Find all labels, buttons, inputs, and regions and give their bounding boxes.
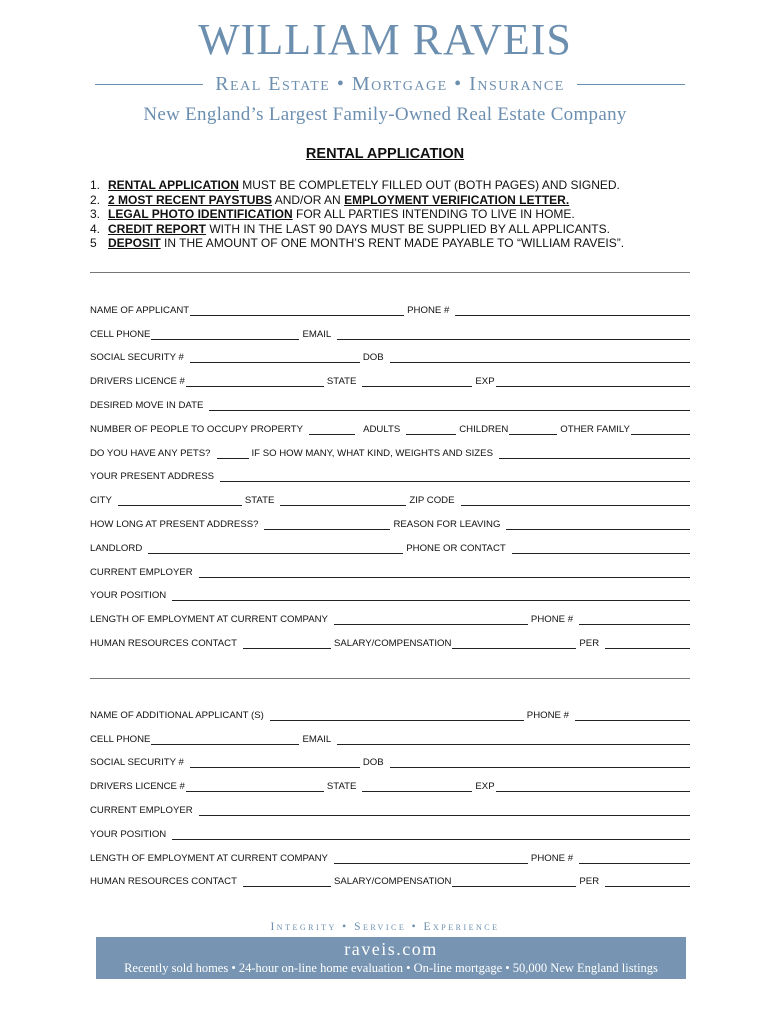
additional-employment-length-label: LENGTH OF EMPLOYMENT AT CURRENT COMPANY [90,852,328,864]
city-field[interactable] [118,497,242,506]
additional-cell-label: CELL PHONE [90,733,151,745]
requirement-key: 2 MOST RECENT PAYSTUBS [108,192,273,207]
adults-label: ADULTS [363,423,401,435]
additional-name-field[interactable] [270,712,524,721]
requirement-key: EMPLOYMENT VERIFICATION LETTER. [344,192,570,207]
requirement-text: FOR ALL PARTIES INTENDING TO LIVE IN HOME. [292,207,575,222]
email-label: EMAIL [302,328,332,340]
how-long-field[interactable] [264,521,390,530]
address-row [90,459,690,483]
cell-phone-label: CELL PHONE [90,328,151,340]
additional-employment-length-field[interactable] [334,855,528,864]
additional-phone-label: PHONE # [526,709,569,721]
license-label: DRIVERS LICENCE # [90,376,185,388]
additional-salary-label: SALARY/COMPENSATION [333,876,452,888]
employment-length-label: LENGTH OF EMPLOYMENT AT CURRENT COMPANY [90,614,328,626]
pets-row [90,435,690,459]
requirement-key: CREDIT REPORT [108,221,207,236]
ssn-field[interactable] [190,354,360,363]
additional-dob-field[interactable] [390,759,690,768]
additional-state-field[interactable] [362,783,472,792]
requirement-item [90,178,624,193]
exp-field[interactable] [496,378,690,387]
reason-field[interactable] [506,521,690,530]
additional-employer-phone-label: PHONE # [530,852,574,864]
occupants-field[interactable] [309,426,355,435]
requirement-number: 4. [90,221,101,236]
occupants-row [90,411,690,435]
ssn-label: SOCIAL SECURITY # [90,352,184,364]
landlord-label: LANDLORD [90,542,143,554]
pets-detail-label: IF SO HOW MANY, WHAT KIND, WEIGHTS AND SIZES [251,447,493,459]
requirement-text: MUST BE COMPLETELY FILLED OUT (BOTH PAGES) AND SIGNED. [238,178,620,192]
additional-exp-label: EXP [475,781,495,793]
how-long-label: HOW LONG AT PRESENT ADDRESS? [90,518,259,530]
requirement-key: LEGAL PHOTO IDENTIFICATION [108,207,293,222]
requirement-item [90,236,624,251]
city-label: CITY [90,495,112,507]
state-label: STATE [244,495,275,507]
additional-state-label: STATE [326,781,357,793]
additional-license-field[interactable] [186,783,324,792]
other-family-label: OTHER FAMILY [560,423,630,435]
requirement-key: RENTAL APPLICATION [108,178,239,192]
applicant-name-field[interactable] [190,307,404,316]
additional-position-label: YOUR POSITION [90,828,167,840]
dob-field[interactable] [390,354,690,363]
additional-dob-label: DOB [362,757,384,769]
section-divider [90,678,690,679]
additional-applicant-section [90,697,690,887]
requirement-item [90,207,624,222]
additional-license-row [90,768,690,792]
additional-employer-row [90,792,690,816]
additional-phone-field[interactable] [575,712,690,721]
address-label: YOUR PRESENT ADDRESS [90,471,215,483]
zip-field[interactable] [461,497,691,506]
additional-position-field[interactable] [172,831,690,840]
brand-tagline-row [95,70,685,98]
phone-field[interactable] [455,307,690,316]
phone-label: PHONE # [407,304,450,316]
additional-employment-length-row [90,840,690,864]
additional-employer-phone-field[interactable] [579,855,690,864]
applicant-section [90,292,690,649]
tenure-row [90,506,690,530]
requirement-text: AND/OR AN [272,192,345,207]
email-field[interactable] [337,331,690,340]
requirements-list [90,178,624,251]
landlord-phone-field[interactable] [512,545,690,554]
brand-subtitle: New England’s Largest Family-Owned Real Estate Company [143,104,627,125]
applicant-name-row [90,292,690,316]
ssn-dob-row [90,340,690,364]
employment-length-row [90,601,690,625]
landlord-phone-label: PHONE OR CONTACT [406,542,506,554]
employer-field[interactable] [199,569,690,578]
salary-label: SALARY/COMPENSATION [333,637,452,649]
footer-website: raveis.com [344,939,438,959]
requirement-key: DEPOSIT [108,236,161,251]
additional-cell-field[interactable] [151,736,299,745]
hr-field[interactable] [243,640,331,649]
additional-ssn-label: SOCIAL SECURITY # [90,757,184,769]
exp-label: EXP [475,376,495,388]
position-field[interactable] [172,592,690,601]
state-field[interactable] [280,497,406,506]
additional-employer-label: CURRENT EMPLOYER [90,804,193,816]
city-state-zip-row [90,482,690,506]
pets-detail-field[interactable] [499,450,690,459]
requirement-text: IN THE AMOUNT OF ONE MONTH’S RENT MADE PAYABLE TO “WILLIAM RAVEIS”. [160,236,625,251]
additional-ssn-dob-row [90,745,690,769]
additional-salary-field[interactable] [452,878,576,887]
hr-row [90,625,690,649]
additional-email-label: EMAIL [302,733,332,745]
additional-license-label: DRIVERS LICENCE # [90,781,185,793]
license-row [90,363,690,387]
additional-hr-row [90,864,690,888]
employment-length-field[interactable] [334,616,528,625]
per-label: PER [579,637,600,649]
brand-tagline: Real Estate • Mortgage • Insurance [215,72,565,95]
additional-per-field[interactable] [605,878,690,887]
additional-email-field[interactable] [337,736,690,745]
additional-hr-field[interactable] [243,878,331,887]
requirement-number: 5 [90,236,97,251]
zip-label: ZIP CODE [409,495,455,507]
other-family-field[interactable] [631,426,690,435]
move-in-label: DESIRED MOVE IN DATE [90,399,204,411]
employer-label: CURRENT EMPLOYER [90,566,193,578]
additional-employer-field[interactable] [199,807,690,816]
additional-exp-field[interactable] [496,783,690,792]
adults-field[interactable] [406,426,456,435]
position-row [90,578,690,602]
state-field[interactable] [362,378,472,387]
occupants-label: NUMBER OF PEOPLE TO OCCUPY PROPERTY [90,423,304,435]
state-label: STATE [326,376,357,388]
section-divider [90,272,690,273]
move-in-row [90,387,690,411]
per-field[interactable] [605,640,690,649]
requirement-item [90,193,624,208]
brand-logo-name: WILLIAM RAVEIS [198,15,572,64]
salary-field[interactable] [452,640,576,649]
footer-banner [96,937,686,979]
requirement-number: 3. [90,207,101,222]
footer-motto: Integrity • Service • Experience [270,921,500,933]
additional-hr-label: HUMAN RESOURCES CONTACT [90,876,237,888]
children-field[interactable] [509,426,557,435]
additional-ssn-field[interactable] [190,759,360,768]
cell-email-row [90,316,690,340]
hr-label: HUMAN RESOURCES CONTACT [90,637,237,649]
landlord-field[interactable] [148,545,403,554]
employer-phone-label: PHONE # [530,614,574,626]
form-title: RENTAL APPLICATION [305,146,465,162]
tagline-rule-right [577,84,685,85]
applicant-name-label: NAME OF APPLICANT [90,304,190,316]
requirement-number: 1. [90,178,101,192]
tagline-rule-left [95,84,203,85]
pets-label: DO YOU HAVE ANY PETS? [90,447,211,459]
cell-phone-field[interactable] [151,331,299,340]
license-field[interactable] [186,378,324,387]
footer-features: Recently sold homes • 24-hour on-line home evaluation • On-line mortgage • 50,000 New England listings [124,961,658,975]
additional-name-row [90,697,690,721]
additional-name-label: NAME OF ADDITIONAL APPLICANT (S) [90,709,264,721]
move-in-field[interactable] [209,402,690,411]
requirement-number: 2. [90,192,101,207]
additional-position-row [90,816,690,840]
additional-per-label: PER [579,876,600,888]
position-label: YOUR POSITION [90,590,167,602]
reason-label: REASON FOR LEAVING [393,518,501,530]
pets-field[interactable] [217,450,249,459]
employer-row [90,554,690,578]
requirement-item [90,222,624,237]
employer-phone-field[interactable] [579,616,690,625]
requirement-text: WITH IN THE LAST 90 DAYS MUST BE SUPPLIED BY ALL APPLICANTS. [206,221,610,236]
dob-label: DOB [362,352,384,364]
landlord-row [90,530,690,554]
additional-cell-email-row [90,721,690,745]
address-field[interactable] [220,473,690,482]
children-label: CHILDREN [459,423,509,435]
